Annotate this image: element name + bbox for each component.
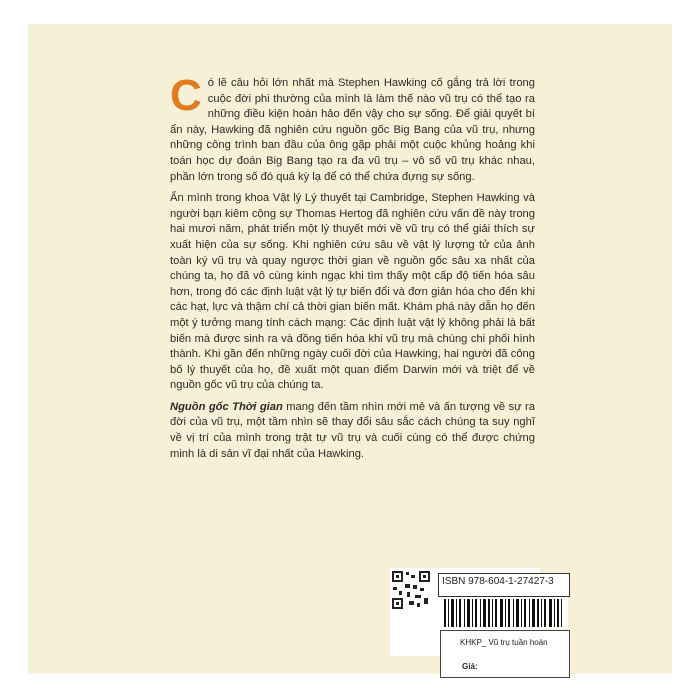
book-title-inline: Nguồn gốc Thời gian (170, 400, 283, 413)
blurb-text (170, 71, 535, 468)
barcode-icon (440, 597, 568, 629)
dropcap-letter: C (170, 71, 202, 120)
price-label: Giá: (462, 662, 478, 671)
paragraph-3 (170, 400, 535, 462)
paragraph-1 (170, 71, 535, 185)
paragraph-1-text: ó lẽ câu hỏi lớn nhất mà Stephen Hawking cố gắng trả lời trong cuộc đời phi thường của mình là làm thế nào vũ trụ có thể tạo ra những điều kiện hoàn hảo đến vậy cho sự sống. Để giải quyết bí ẩn này, Hawking đã nghiên cứu nguồn gốc Big Bang của vũ trụ, nhưng những công trình ban đầu của ông gặp phải một cuộc khủng hoảng khi toán học dự đoán Big Bang tạo ra đa vũ trụ – vô số vũ trụ khác nhau, phần lớn trong số đó quá kỳ lạ để có thể chứa đựng sự sống. (170, 77, 535, 183)
isbn-number: ISBN 978-604-1-27427-3 (442, 576, 554, 587)
series-label: KHKP_ Vũ trụ tuần hoàn (460, 638, 548, 647)
paragraph-2: Ẩn mình trong khoa Vật lý Lý thuyết tại Cambridge, Stephen Hawking và người bạn kiêm cộng sự Thomas Hertog đã nghiên cứu vấn đề này trong hai mươi năm, phát triển một lý thuyết mới về vũ trụ có thể giải thích sự xuất hiện của sự sống. Khi nghiên cứu sâu về vật lý lượng tử của ảnh toàn ký vũ trụ và quay ngược thời gian về nguồn gốc sâu xa nhất của chúng ta, họ đã vô cùng kinh ngạc khi tìm thấy một cấp độ tiến hóa sâu hơn, trong đó các định luật vật lý tự biến đổi và đơn giản hóa cho đến khi các hạt, lực và thậm chí cả thời gian biến mất. Khám phá này dẫn họ đến một ý tưởng mang tính cách mạng: Các định luật vật lý không phải là bất biến mà được sinh ra và đồng tiến hóa khi vũ trụ mà chúng chi phối hình thành. Khi gần đến những ngày cuối đời của Hawking, hai người đã công bố lý thuyết của họ, đề xuất một quan điểm Darwin mới và triệt để về nguồn gốc vũ trụ của chúng ta. (170, 192, 535, 392)
qr-code-icon (391, 570, 431, 610)
paragraph-3-text: mang đến tầm nhìn mới mẻ và ấn tượng về sự ra đời của vũ trụ, một tầm nhìn sẽ thay đổi sâu sắc cách chúng ta suy nghĩ về vị trí của mình trong trật tự vũ trụ và cuối cùng có thể được chứng minh là di sản vĩ đại nhất của Hawking. (170, 400, 535, 460)
